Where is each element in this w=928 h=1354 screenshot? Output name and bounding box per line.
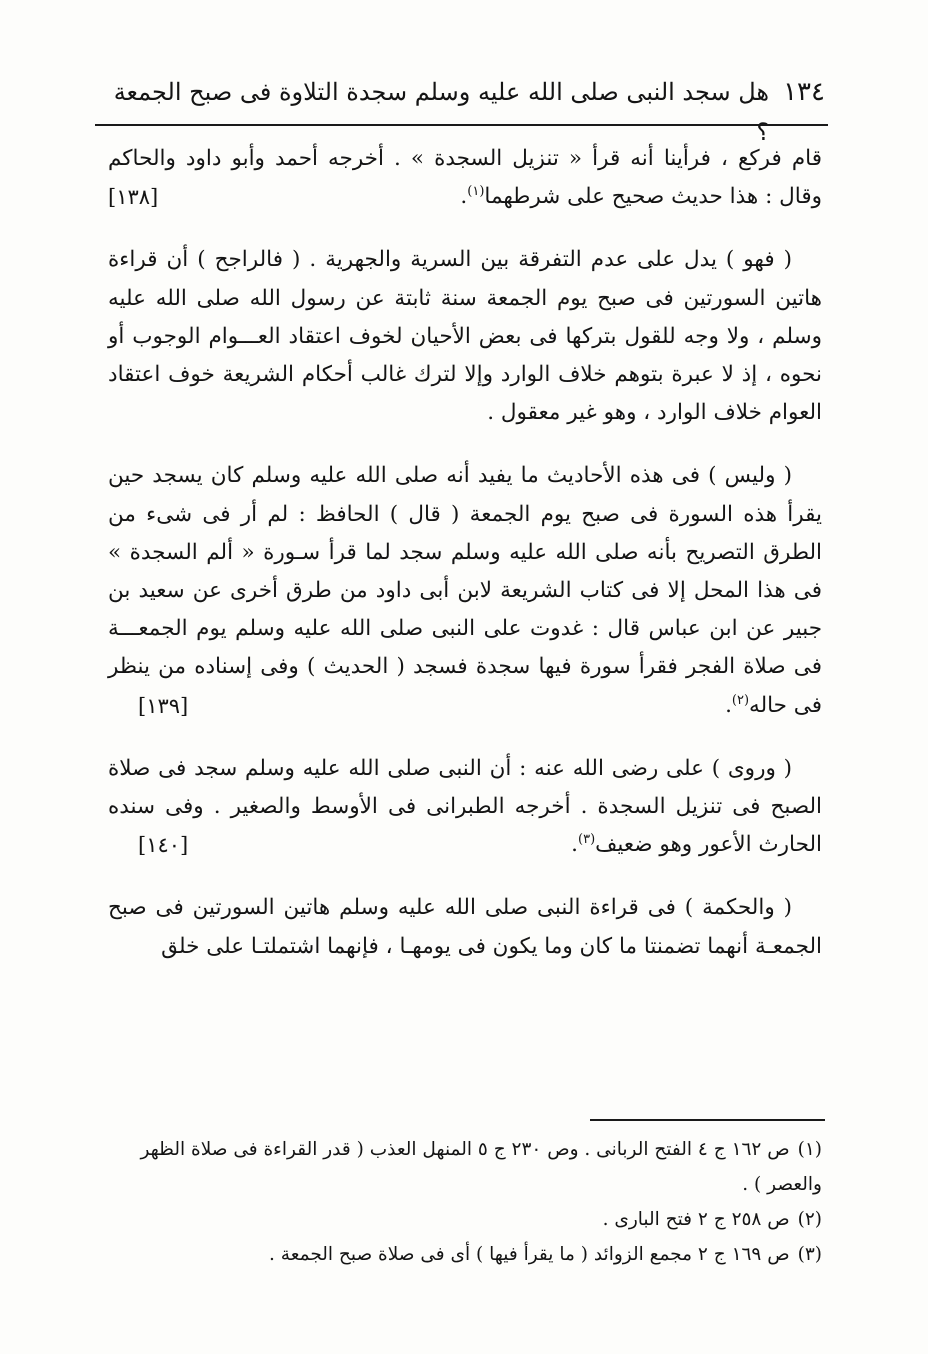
footnote-2 [108, 1202, 822, 1237]
footnote-mark: (٢) [731, 692, 750, 708]
paragraph-1 [108, 140, 822, 216]
hadith-number: [١٤٠] [138, 833, 189, 858]
paragraph-text: ( وليس ) فى هذه الأحاديث ما يفيد أنه صلى الله عليه وسلم كان يسجد حين يقرأ هذه السورة فى صبح يوم الجمعة ( قال ) الحافظ : لم أر فى شىء من الطرق التصريح بأنه صلى الله عليه وسلم سجد لما قرأ سـورة « ألم السجدة » فى هذا المحل إلا فى كتاب الشريعة لابن أبى داود من طرق أخرى عن سعيد بن جبير عن ابن عباس قال : غدوت على النبى صلى الله عليه وسلم يوم الجمعـــة فى صلاة الفجر فقرأ سورة فيها سجدة فسجد ( الحديث ) وفى إسناده من ينظر فى حاله [108, 463, 822, 718]
footnote-text: ص ١٦٢ ج ٤ الفتح الربانى . وص ٢٣٠ ج ٥ المنهل العذب ( قدر القراءة فى صلاة الظهر والعصر ) . [140, 1139, 822, 1195]
footnote-3 [108, 1237, 822, 1272]
hadith-number: [١٣٩] [138, 693, 189, 718]
paragraph-text: قام فركع ، فرأينا أنه قرأ « تنزيل السجدة » . أخرجه أحمد وأبو داود والحاكم وقال : هذا حديث صحيح على شرطهما [108, 146, 822, 210]
paragraph-5 [108, 889, 822, 965]
footnote-text: ص ٢٥٨ ج ٢ فتح البارى . [602, 1209, 790, 1230]
footnote-mark: (١) [467, 184, 485, 200]
sentence-end: . [460, 184, 468, 210]
footnote-number: (٣) [797, 1244, 822, 1265]
sentence-end: . [725, 692, 732, 718]
running-title: هل سجد النبى صلى الله عليه وسلم سجدة التلاوة فى صبح الجمعة ؟ [113, 78, 770, 146]
footnotes [108, 1132, 822, 1272]
page-number: ١٣٤ [783, 77, 825, 107]
paragraph-3 [108, 457, 822, 724]
paragraph-2 [108, 241, 822, 432]
footnote-mark: (٣) [578, 832, 596, 848]
paragraph-text: ( فهو ) يدل على عدم التفرقة بين السرية والجهرية . ( فالراجح ) أن قراءة هاتين السورتين فى صبح يوم الجمعة سنة ثابتة عن رسول الله صلى الله عليه وسلم ، ولا وجه للقول بتركها فى بعض الأحيان لخوف اعتقاد العـــوام الوجوب أو نحوه ، إذ لا عبرة بتوهم خلاف الوارد وإلا لترك غالب أحكام الشريعة خوف اعتقاد العوام خلاف الوارد ، وهو غير معقول . [108, 247, 822, 426]
hadith-number: [١٣٨] [108, 185, 159, 210]
footnote-1 [108, 1132, 822, 1202]
paragraph-text: ( وروى ) على رضى الله عنه : أن النبى صلى الله عليه وسلم سجد فى صلاة الصبح فى تنزيل السجدة . أخرجه الطبرانى فى الأوسط والصغير . وفى سنده الحارث الأعور وهو ضعيف [108, 755, 822, 858]
paragraph-4 [108, 750, 822, 865]
header-rule [95, 124, 828, 126]
footnote-number: (١) [797, 1139, 822, 1160]
footnote-number: (٢) [797, 1209, 822, 1230]
paragraph-text: ( والحكمة ) فى قراءة النبى صلى الله عليه وسلم هاتين السورتين فى صبح الجمعـة أنهما تضمنتا ما كان وما يكون فى يومهـا ، فإنهما اشتملتـا على خلق [108, 895, 822, 959]
footnote-text: ص ١٦٩ ج ٢ مجمع الزوائد ( ما يقرأ فيها ) أى فى صلاة صبح الجمعة . [269, 1244, 790, 1265]
main-text [108, 140, 822, 991]
sentence-end: . [571, 832, 579, 858]
footnote-rule [590, 1119, 825, 1121]
